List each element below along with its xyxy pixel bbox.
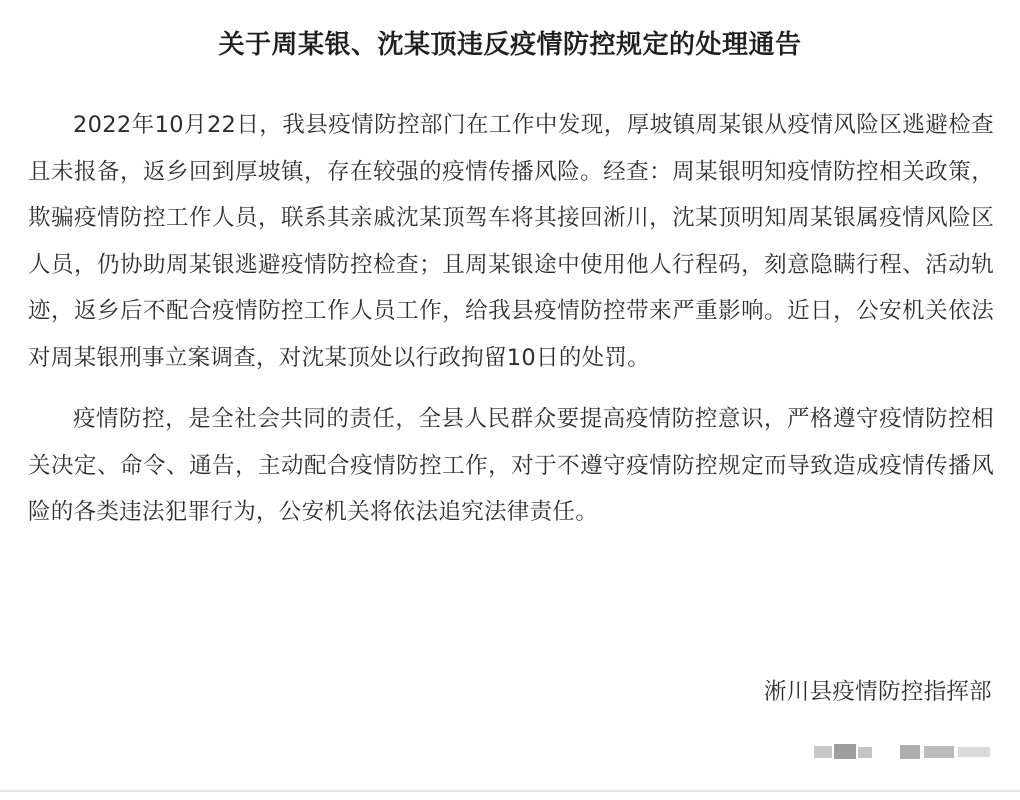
notice-body [28,102,994,536]
smudge-block-1 [814,746,832,758]
smudge-block-6 [958,747,990,757]
paragraph-incident: 2022年10月22日，我县疫情防控部门在工作中发现，厚坡镇周某银从疫情风险区逃避检查且未报备，返乡回到厚坡镇，存在较强的疫情传播风险。经查：周某银明知疫情防控相关政策，欺骗疫情防控工作人员，联系其亲戚沈某顶驾车将其接回淅川，沈某顶明知周某银属疫情风险区人员，仍协助周某银逃避疫情防控检查；且周某银途中使用他人行程码，刻意隐瞒行程、活动轨迹，返乡后不配合疫情防控工作人员工作，给我县疫情防控带来严重影响。近日，公安机关依法对周某银刑事立案调查，对沈某顶处以行政拘留10日的处罚。 [28,112,994,371]
notice-title: 关于周某银、沈某顶违反疫情防控规定的处理通告 [218,30,802,60]
issuer-signature: 淅川县疫情防控指挥部 [763,679,992,705]
bottom-divider [0,790,1020,792]
paragraph-appeal: 疫情防控，是全社会共同的责任，全县人民群众要提高疫情防控意识，严格遵守疫情防控相关决定、命令、通告，主动配合疫情防控工作，对于不遵守疫情防控规定而导致造成疫情传播风险的各类违法犯罪行为，公安机关将依法追究法律责任。 [28,406,994,525]
obscured-date-mark [812,741,994,763]
smudge-block-4 [900,745,920,759]
smudge-block-5 [924,746,954,758]
smudge-block-3 [858,747,872,758]
smudge-block-2 [834,744,856,759]
